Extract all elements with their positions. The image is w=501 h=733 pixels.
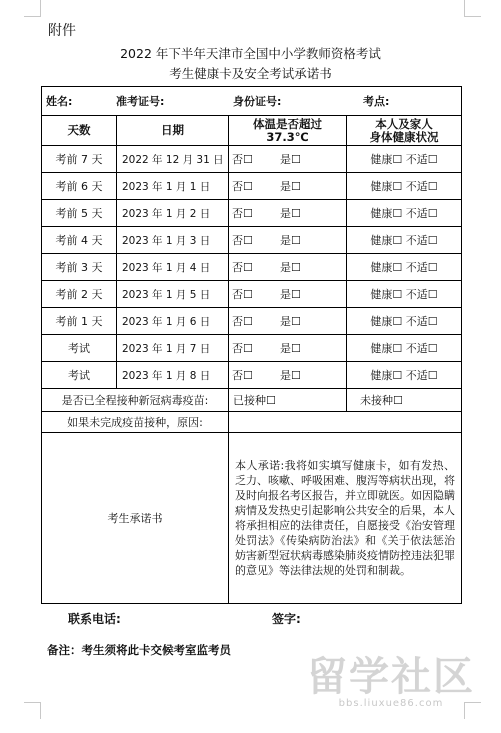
col-header-temperature-line2: 37.3℃ (266, 129, 309, 144)
temp-yes-option[interactable]: 是☐ (280, 369, 301, 382)
date-cell: 2023 年 1 月 8 日 (117, 362, 229, 389)
day-cell: 考前 7 天 (42, 146, 117, 173)
health-cell (347, 146, 462, 173)
health-cell (347, 362, 462, 389)
col-header-temperature (229, 116, 347, 146)
crop-mark-top-right (464, 0, 481, 17)
health-cell (347, 173, 462, 200)
temp-no-option[interactable]: 否☐ (232, 153, 253, 166)
date-cell: 2023 年 1 月 1 日 (117, 173, 229, 200)
temp-yes-option[interactable]: 是☐ (280, 180, 301, 193)
health-cell (347, 281, 462, 308)
date-cell: 2023 年 1 月 7 日 (117, 335, 229, 362)
temp-no-option[interactable]: 否☐ (232, 180, 253, 193)
contact-phone-label: 联系电话: (68, 612, 121, 626)
day-cell: 考试 (42, 362, 117, 389)
health-unwell-option[interactable]: 不适☐ (405, 180, 438, 193)
promise-label: 考生承诺书 (42, 433, 229, 604)
health-unwell-option[interactable]: 不适☐ (405, 207, 438, 220)
col-header-health (347, 116, 462, 146)
date-cell: 2022 年 12 月 31 日 (117, 146, 229, 173)
temp-yes-option[interactable]: 是☐ (280, 288, 301, 301)
col-header-health-line1: 本人及家人 (375, 116, 433, 131)
temp-no-option[interactable]: 否☐ (232, 342, 253, 355)
temp-no-option[interactable]: 否☐ (232, 261, 253, 274)
signature-label: 签字: (272, 612, 301, 626)
health-healthy-option[interactable]: 健康☐ (370, 369, 403, 382)
temperature-cell (229, 146, 347, 173)
temperature-cell (229, 308, 347, 335)
temp-yes-option[interactable]: 是☐ (280, 207, 301, 220)
health-healthy-option[interactable]: 健康☐ (370, 288, 403, 301)
col-header-health-line2: 身体健康状况 (369, 129, 439, 144)
id-field-label: 身份证号: (233, 95, 282, 108)
col-header-day: 天数 (42, 116, 117, 146)
promise-row (42, 433, 462, 604)
name-field-label: 姓名: (46, 95, 73, 108)
day-cell: 考前 6 天 (42, 173, 117, 200)
day-cell: 考前 2 天 (42, 281, 117, 308)
date-cell: 2023 年 1 月 6 日 (117, 308, 229, 335)
health-unwell-option[interactable]: 不适☐ (405, 342, 438, 355)
temp-yes-option[interactable]: 是☐ (280, 153, 301, 166)
daily-rows (42, 146, 462, 389)
info-row (42, 87, 462, 116)
date-cell: 2023 年 1 月 2 日 (117, 200, 229, 227)
date-cell: 2023 年 1 月 4 日 (117, 254, 229, 281)
table-row (42, 281, 462, 308)
table-row (42, 227, 462, 254)
temp-yes-option[interactable]: 是☐ (280, 261, 301, 274)
temp-no-option[interactable]: 否☐ (232, 315, 253, 328)
column-header-row (42, 116, 462, 146)
promise-text: 本人承诺:我将如实填写健康卡，如有发热、乏力、咳嗽、呼吸困难、腹泻等病状出现，将及时向报名考区报告，并立即就医。如因隐瞒病情及发热史引起影响公共安全的后果，本人将承担相应的法律责任，自愿接受《治安管理处罚法》《传染病防治法》和《关于依法惩治妨害新型冠状病毒感染肺炎疫情防控违法犯罪的意见》等法律法规的处罚和制裁。 (229, 433, 462, 604)
col-header-temperature-line1: 体温是否超过 (253, 116, 322, 131)
reason-row (42, 412, 462, 433)
date-cell: 2023 年 1 月 3 日 (117, 227, 229, 254)
watermark-url-text: bbs.liuxue86.com (338, 698, 444, 709)
health-unwell-option[interactable]: 不适☐ (405, 234, 438, 247)
health-unwell-option[interactable]: 不适☐ (405, 315, 438, 328)
day-cell: 考前 5 天 (42, 200, 117, 227)
vaccine-done-option[interactable]: 已接种☐ (229, 389, 347, 412)
temperature-cell (229, 173, 347, 200)
temp-no-option[interactable]: 否☐ (232, 234, 253, 247)
day-cell: 考试 (42, 335, 117, 362)
watermark (307, 656, 475, 709)
day-cell: 考前 1 天 (42, 308, 117, 335)
table-row (42, 335, 462, 362)
temp-yes-option[interactable]: 是☐ (280, 234, 301, 247)
reason-input-cell[interactable] (229, 412, 462, 433)
table-row (42, 173, 462, 200)
day-cell: 考前 3 天 (42, 254, 117, 281)
health-healthy-option[interactable]: 健康☐ (370, 180, 403, 193)
temp-no-option[interactable]: 否☐ (232, 288, 253, 301)
site-field-label: 考点: (363, 95, 390, 108)
health-healthy-option[interactable]: 健康☐ (370, 261, 403, 274)
vaccine-question: 是否已全程接种新冠病毒疫苗: (42, 389, 229, 412)
health-unwell-option[interactable]: 不适☐ (405, 288, 438, 301)
table-row (42, 254, 462, 281)
table-row (42, 200, 462, 227)
temp-no-option[interactable]: 否☐ (232, 369, 253, 382)
health-cell (347, 200, 462, 227)
temperature-cell (229, 281, 347, 308)
day-cell: 考前 4 天 (42, 227, 117, 254)
date-cell: 2023 年 1 月 5 日 (117, 281, 229, 308)
health-card-table (41, 86, 462, 604)
health-healthy-option[interactable]: 健康☐ (370, 153, 403, 166)
vaccine-not-done-option[interactable]: 未接种☐ (347, 389, 462, 412)
health-unwell-option[interactable]: 不适☐ (405, 261, 438, 274)
ticket-field-label: 准考证号: (116, 95, 165, 108)
annex-label: 附件 (48, 23, 76, 39)
temp-no-option[interactable]: 否☐ (232, 207, 253, 220)
temperature-cell (229, 362, 347, 389)
health-healthy-option[interactable]: 健康☐ (370, 207, 403, 220)
crop-mark-bottom-left (24, 702, 41, 719)
temp-yes-option[interactable]: 是☐ (280, 342, 301, 355)
health-unwell-option[interactable]: 不适☐ (405, 153, 438, 166)
temperature-cell (229, 227, 347, 254)
health-healthy-option[interactable]: 健康☐ (370, 234, 403, 247)
temperature-cell (229, 254, 347, 281)
document-subtitle: 考生健康卡及安全考试承诺书 (169, 66, 332, 81)
table-row (42, 146, 462, 173)
health-unwell-option[interactable]: 不适☐ (405, 369, 438, 382)
footer-note: 备注：考生须将此卡交候考室监考员 (47, 643, 231, 657)
temp-yes-option[interactable]: 是☐ (280, 315, 301, 328)
temperature-cell (229, 335, 347, 362)
col-header-date: 日期 (117, 116, 229, 146)
temperature-cell (229, 200, 347, 227)
health-healthy-option[interactable]: 健康☐ (370, 342, 403, 355)
table-row (42, 308, 462, 335)
health-cell (347, 335, 462, 362)
health-cell (347, 254, 462, 281)
health-cell (347, 308, 462, 335)
reason-label: 如果未完成疫苗接种，原因: (42, 412, 229, 433)
vaccine-row (42, 389, 462, 412)
watermark-main-text: 留学社区 (307, 654, 475, 700)
table-row (42, 362, 462, 389)
health-cell (347, 227, 462, 254)
health-healthy-option[interactable]: 健康☐ (370, 315, 403, 328)
document-title: 2022 年下半年天津市全国中小学教师资格考试 (120, 46, 381, 61)
crop-mark-top-left (24, 0, 41, 17)
